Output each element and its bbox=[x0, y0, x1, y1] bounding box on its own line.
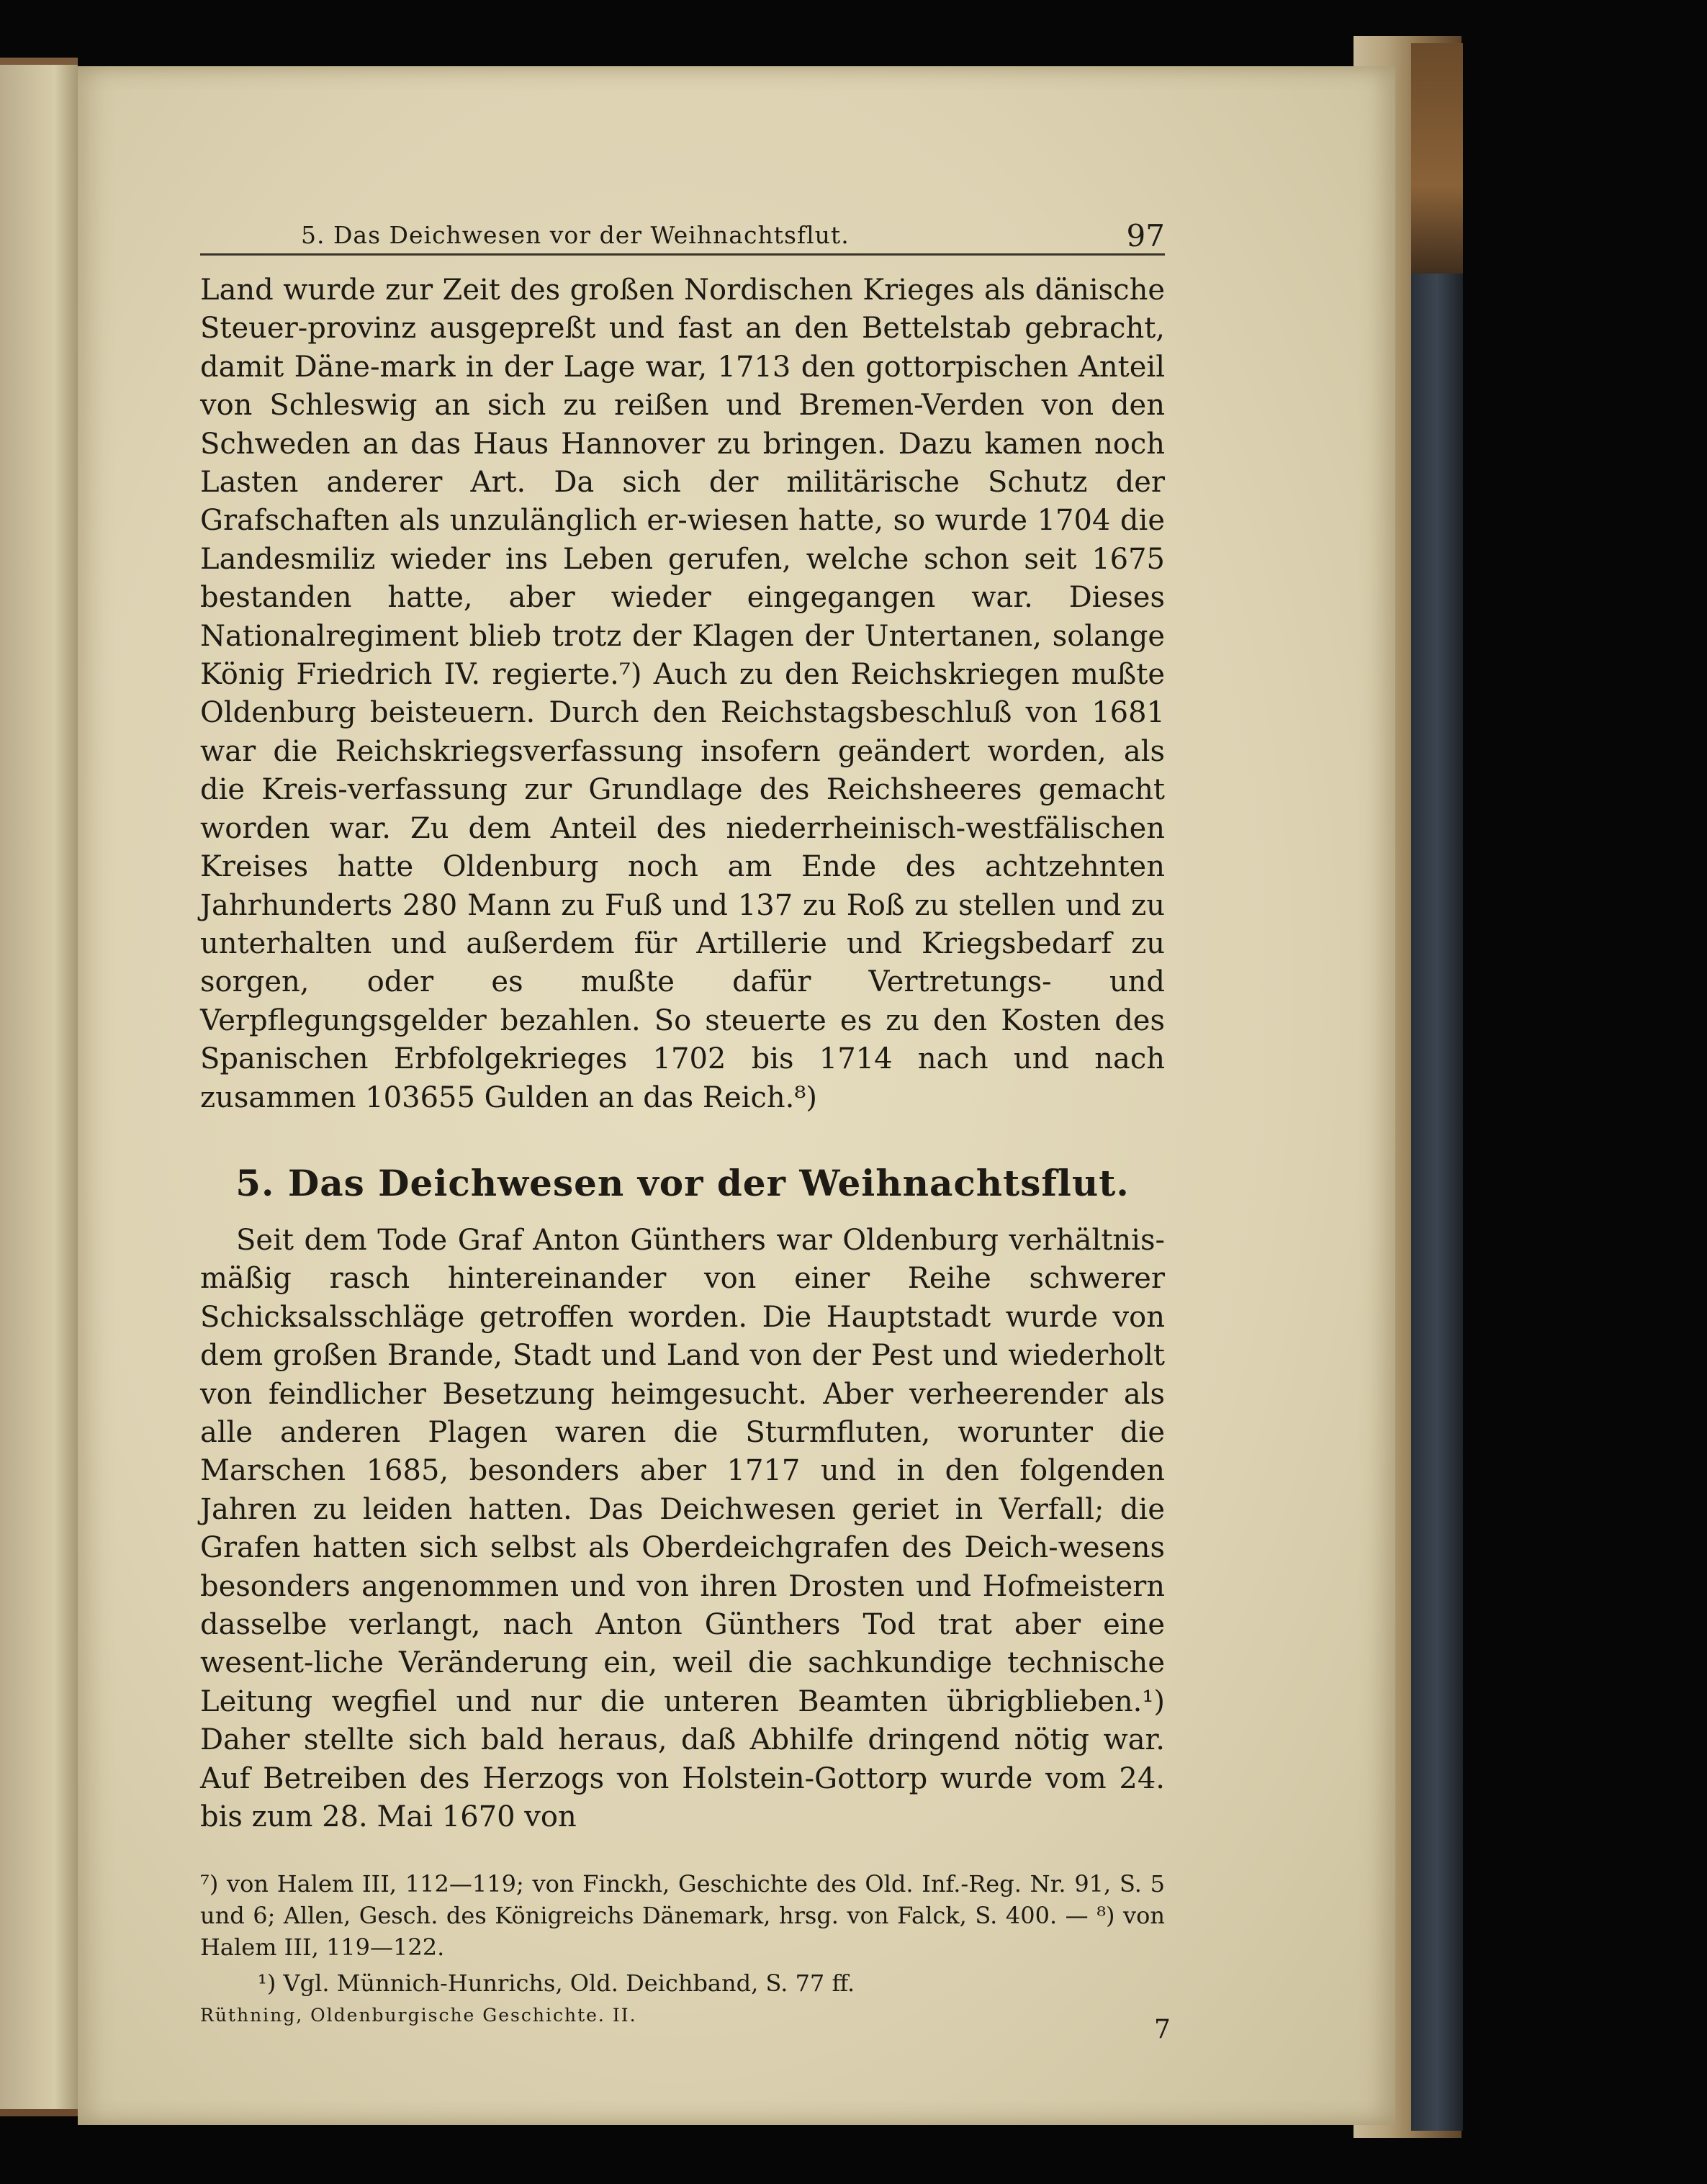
book-page bbox=[78, 66, 1395, 2125]
running-title: 5. Das Deichwesen vor der Weihnachtsflut. bbox=[301, 221, 850, 249]
signature-number: 7 bbox=[1154, 2015, 1171, 2045]
footnote-1: ¹) Vgl. Münnich-Hunrichs, Old. Deichband, S. 77 ff. bbox=[258, 1969, 855, 1998]
page-content bbox=[200, 210, 1171, 2045]
signature-title: Rüthning, Oldenburgische Geschichte. II. bbox=[200, 2005, 637, 2026]
paragraph-1: Land wurde zur Zeit des großen Nordischen Krieges als dänische Steuer-provinz ausgepreßt und fast an den Bettelstab gebracht, damit Däne-mark in der Lage war, 1713 den gottorpischen Anteil von Schleswig an sich zu reißen und Bremen-Verden von den Schweden an das Haus Hannover zu bringen. Dazu kamen noch Lasten anderer Art. Da sich der militärische Schutz der Grafschaften als unzulänglich er-wiesen hatte, so wurde 1704 die Landesmiliz wieder ins Leben gerufen, welche schon seit 1675 bestanden hatte, aber wieder eingegangen war. Dieses Nationalregiment blieb trotz der Klagen der Untertanen, solange König Friedrich IV. regierte.⁷) Auch zu den Reichskriegen mußte Oldenburg beisteuern. Durch den Reichstagsbeschluß von 1681 war die Reichskriegsverfassung insofern geändert worden, als die Kreis-verfassung zur Grundlage des Reichsheeres gemacht worden war. Zu dem Anteil des niederrheinisch-westfälischen Kreises hatte Oldenburg noch am Ende des achtzehnten Jahrhunderts 280 Mann zu Fuß und 137 zu Roß zu stellen und zu unterhalten und außerdem für Artillerie und Kriegsbedarf zu sorgen, oder es mußte dafür Vertretungs- und Verpflegungsgelder bezahlen. So steuerte es zu den Kosten des Spanischen Erbfolgekrieges 1702 bis 1714 nach und nach zusammen 103655 Gulden an das Reich.⁸) bbox=[200, 274, 1165, 1114]
book-cover-edge bbox=[1411, 274, 1463, 2131]
running-header bbox=[200, 210, 1165, 256]
paragraph-2: Seit dem Tode Graf Anton Günthers war Oldenburg verhältnis-mäßig rasch hintereinander von einer Reihe schwerer Schicksalsschläge getroffen worden. Die Hauptstadt wurde von dem großen Brande, Stadt und Land von der Pest und wiederholt von feindlicher Besetzung heimgesucht. Aber verheerender als alle anderen Plagen waren die Sturmfluten, worunter die Marschen 1685, besonders aber 1717 und in den folgenden Jahren zu leiden hatten. Das Deichwesen geriet in Verfall; die Grafen hatten sich selbst als Oberdeichgrafen des Deich-wesens besonders angenommen und von ihren Drosten und Hofmeistern dasselbe verlangt, nach Anton Günthers Tod trat aber eine wesent-liche Veränderung ein, weil die sachkundige technische Leitung wegfiel und nur die unteren Beamten übrigblieben.¹) Daher stellte sich bald heraus, daß Abhilfe dringend nötig war. Auf Betreiben des Herzogs von Holstein-Gottorp wurde vom 24. bis zum 28. Mai 1670 von bbox=[200, 1223, 1165, 1834]
footnotes bbox=[200, 1868, 1165, 1999]
section-heading: 5. Das Deichwesen vor der Weihnachtsflut. bbox=[235, 1161, 1130, 1204]
leather-binding bbox=[1411, 43, 1463, 281]
signature-line bbox=[200, 2005, 1171, 2045]
footnote-7-8: ⁷) von Halem III, 112—119; von Finckh, Geschichte des Old. Inf.-Reg. Nr. 91, S. 5 und 6; Allen, Gesch. des Königreichs Dänemark, hrsg. von Falck, S. 400. — ⁸) von Halem III, 119—122. bbox=[200, 1870, 1165, 1962]
page-number: 97 bbox=[1126, 218, 1165, 253]
left-page-edge bbox=[0, 58, 78, 2116]
